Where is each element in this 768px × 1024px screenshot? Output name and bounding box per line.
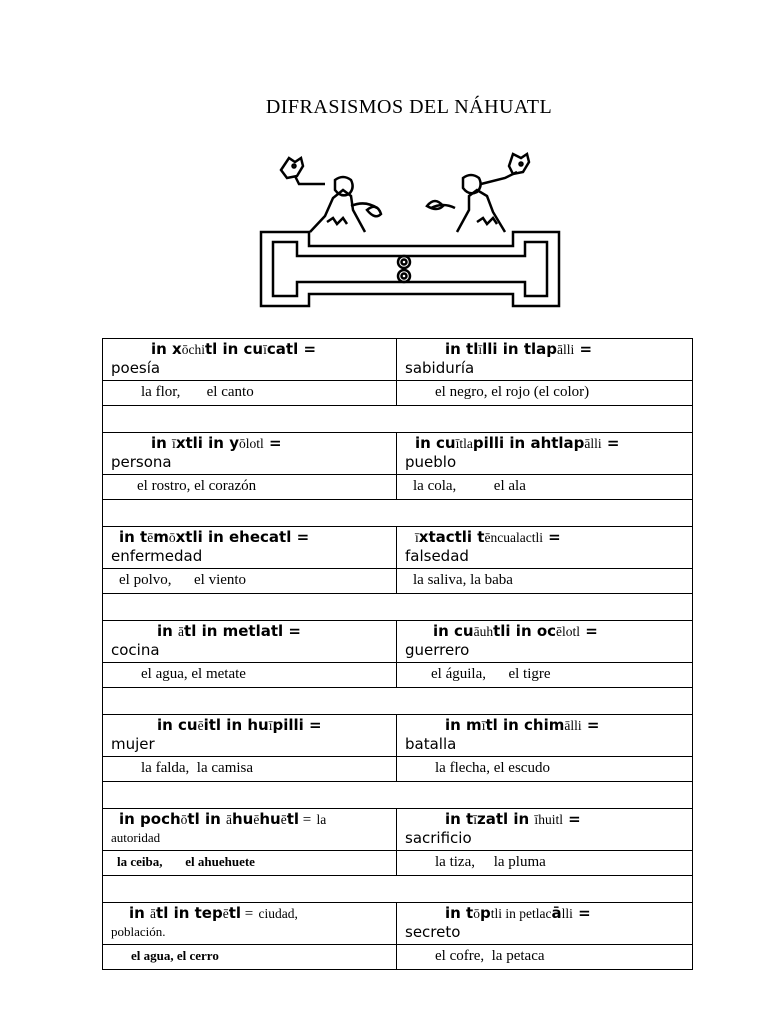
translation-cell: la tiza, la pluma [397,851,693,876]
translation-row [103,381,693,406]
translation-row [103,569,693,594]
difrasismos-table [102,338,693,970]
translation-cell: la cola, el ala [397,475,693,500]
translation-cell: el polvo, el viento [103,569,397,594]
translation-cell: el águila, el tigre [397,663,693,688]
codex-drawing [255,150,565,310]
meaning-text: falsedad [405,547,469,565]
table-row [103,339,693,381]
table-row [103,715,693,757]
term-cell: in cuāuhtli in ocēlotl = guerrero [397,621,693,663]
meaning-text: enfermedad [111,547,203,565]
term-cell: in tlīlli in tlapālli = sabiduría [397,339,693,381]
translation-row [103,663,693,688]
translation-cell: el agua, el metate [103,663,397,688]
table-row [103,903,693,945]
meaning-text: batalla [405,735,457,753]
translation-cell: el agua, el cerro [103,945,397,970]
term-cell: in tīzatl in īhuitl = sacrificio [397,809,693,851]
spacer-row [103,594,693,621]
meaning-text: persona [111,453,172,471]
meaning-text: población. [111,924,166,939]
spacer-row [103,406,693,433]
translation-row [103,945,693,970]
translation-cell: la falda, la camisa [103,757,397,782]
translation-cell: la flor, el canto [103,381,397,406]
term-cell: in ātl in tepētl = ciudad, población. [103,903,397,945]
term-cell: in pochōtl in āhuēhuētl = la autoridad [103,809,397,851]
spacer-row [103,500,693,527]
translation-row [103,475,693,500]
meaning-text: cocina [111,641,160,659]
translation-cell: el rostro, el corazón [103,475,397,500]
meaning-text: secreto [405,923,461,941]
meaning-text: sacrificio [405,829,472,847]
term-cell: in tēmōxtli in ehecatl = enfermedad [103,527,397,569]
term-cell: in mītl in chimālli = batalla [397,715,693,757]
table-row [103,809,693,851]
meaning-text: sabiduría [405,359,475,377]
term-cell: in ātl in metlatl = cocina [103,621,397,663]
term-cell: in cuītlapilli in ahtlapālli = pueblo [397,433,693,475]
term-cell: īxtactli tēncualactli = falsedad [397,527,693,569]
term-cell: in cuēitl in huīpilli = mujer [103,715,397,757]
meaning-text: pueblo [405,453,457,471]
table-row [103,433,693,475]
spacer-row [103,782,693,809]
translation-cell: el cofre, la petaca [397,945,693,970]
meaning-text: autoridad [111,830,161,845]
meaning-text: poesía [111,359,161,377]
translation-cell: el negro, el rojo (el color) [397,381,693,406]
table-row [103,527,693,569]
translation-cell: la ceiba, el ahuehuete [103,851,397,876]
translation-cell: la flecha, el escudo [397,757,693,782]
meaning-text: guerrero [405,641,470,659]
translation-cell: la saliva, la baba [397,569,693,594]
codex-illustration [255,150,565,310]
term-cell: in īxtli in yōlotl = persona [103,433,397,475]
term-cell: in tōptli in petlacālli = secreto [397,903,693,945]
translation-row [103,757,693,782]
table-row [103,621,693,663]
term-cell: in xōchitl in cuīcatl = poesía [103,339,397,381]
page-title: DIFRASISMOS DEL NÁHUATL [265,96,553,118]
spacer-row [103,688,693,715]
translation-row [103,851,693,876]
spacer-row [103,876,693,903]
meaning-text: mujer [111,735,155,753]
